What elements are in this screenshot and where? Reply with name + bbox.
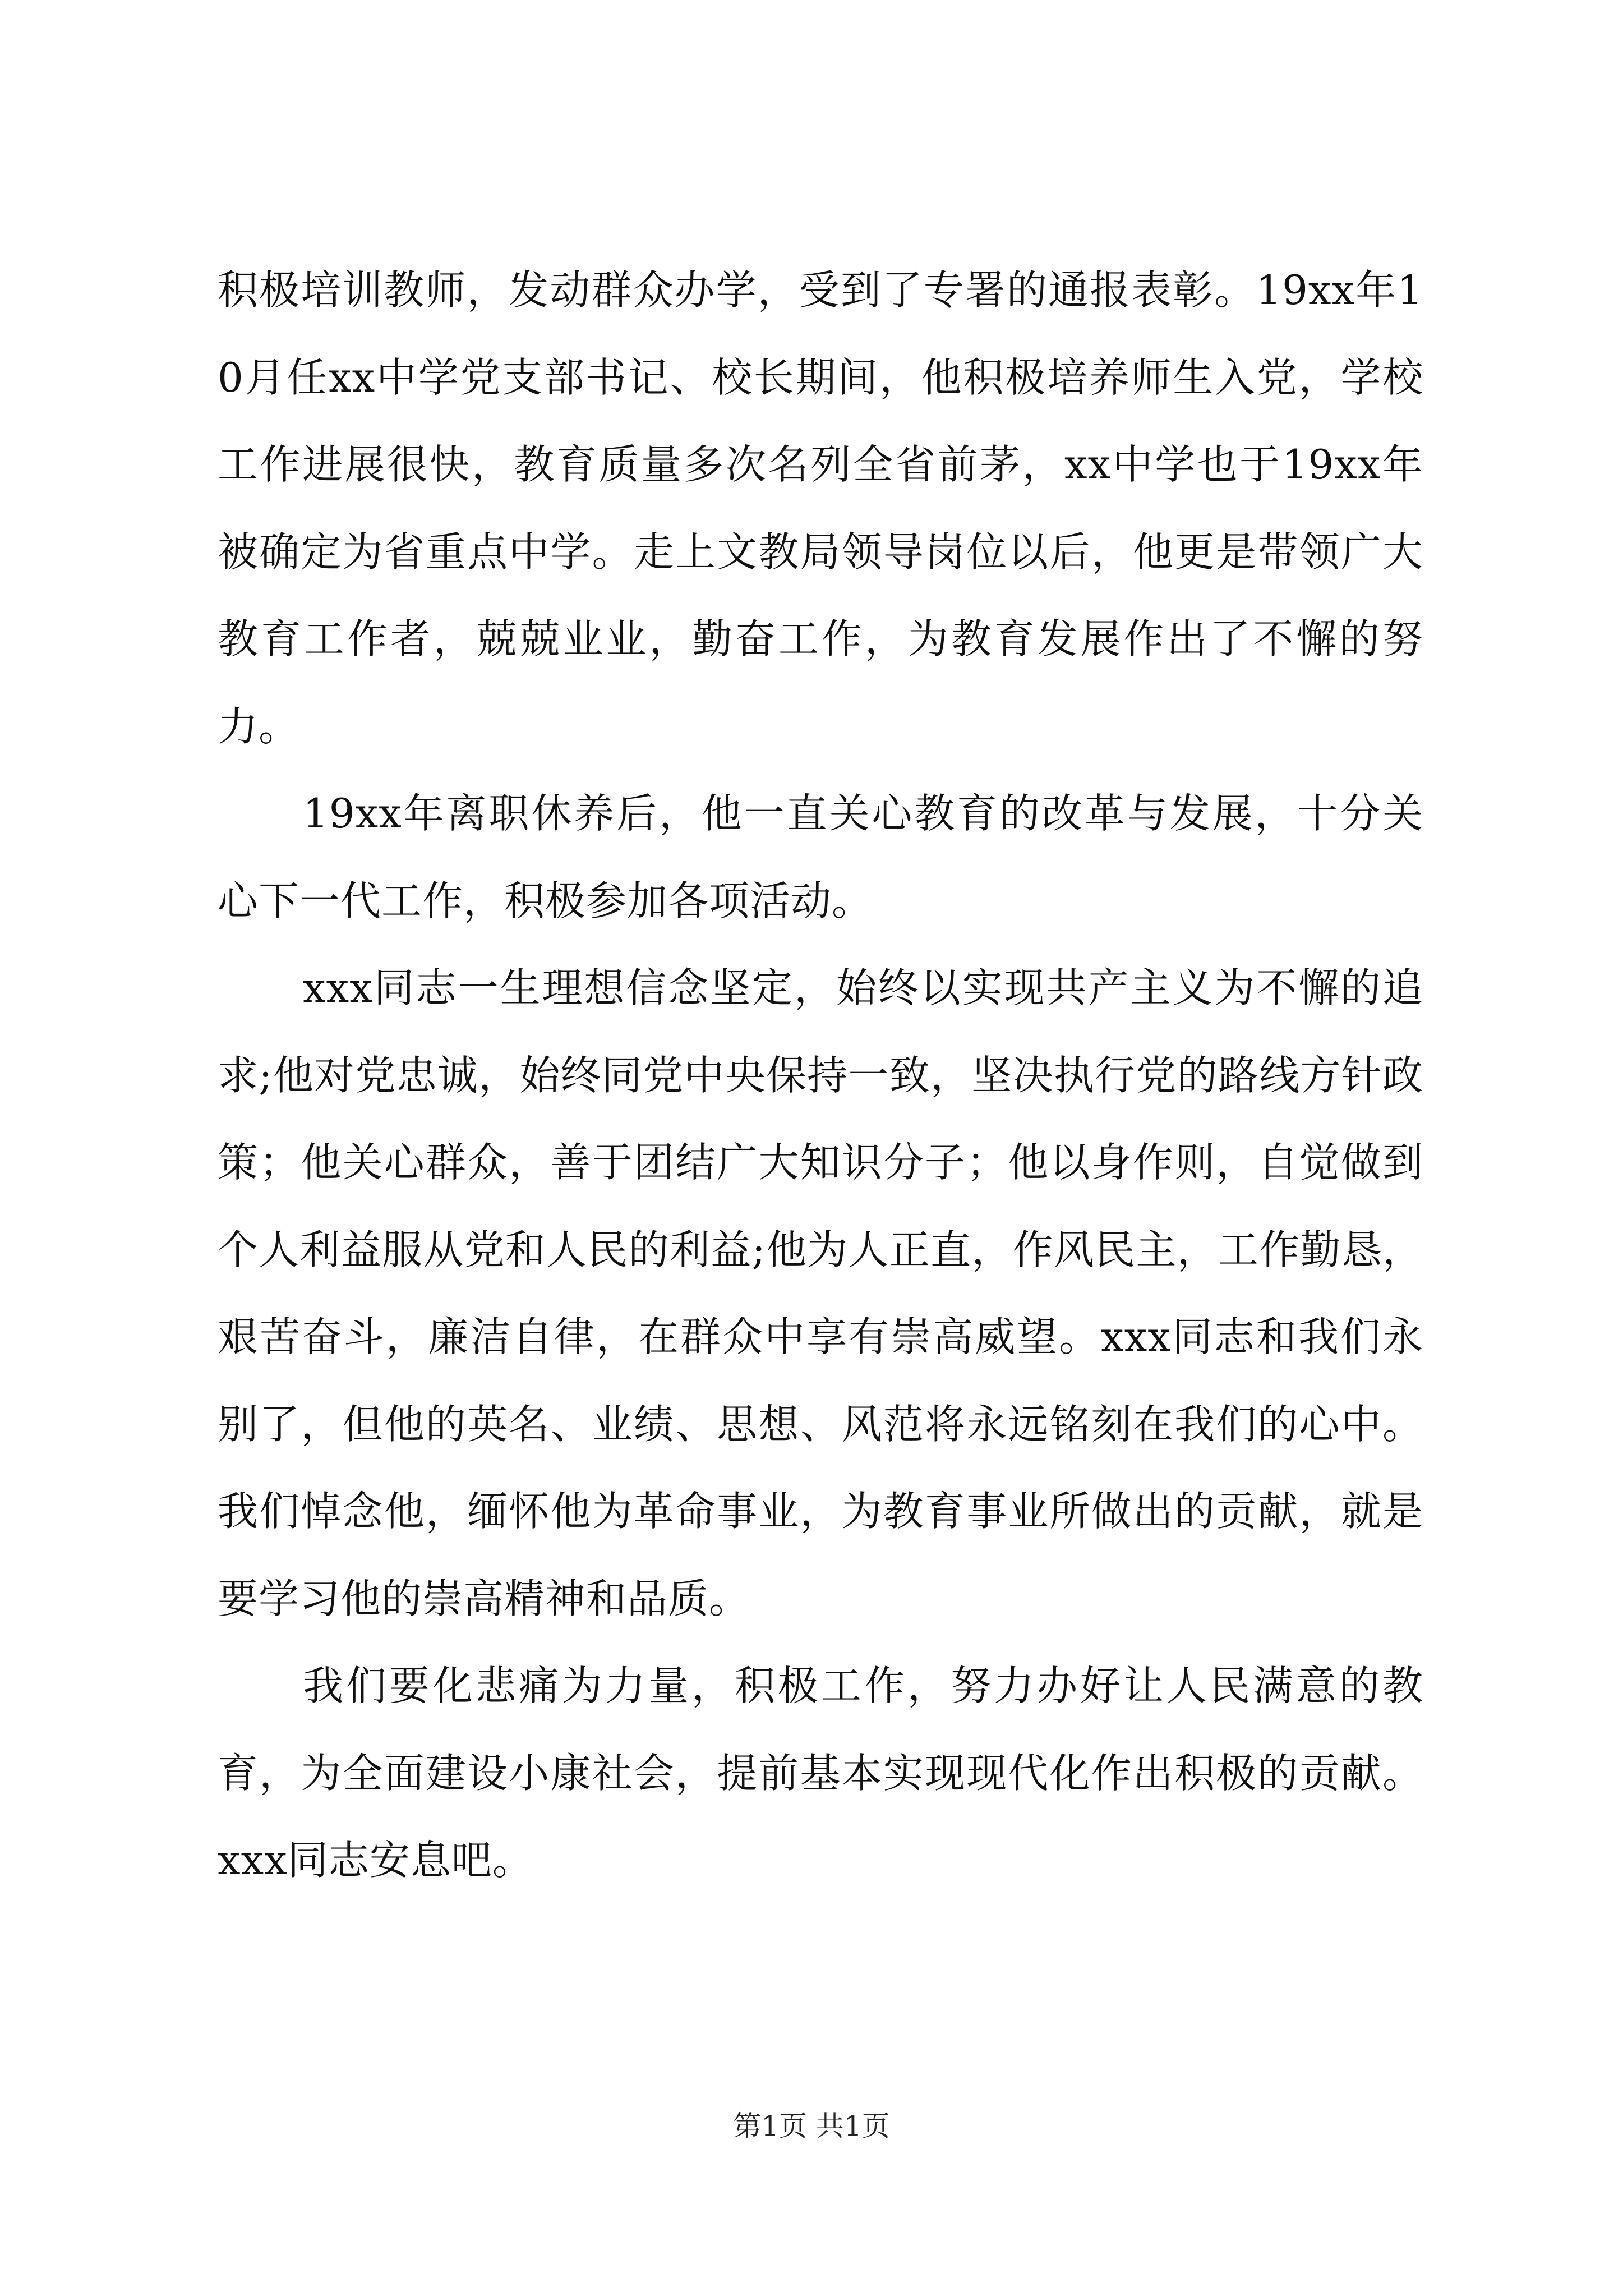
paragraph-3: xxx同志一生理想信念坚定，始终以实现共产主义为不懈的追求;他对党忠诚，始终同党中央保持一致，坚决执行党的路线方针政策；他关心群众，善于团结广大知识分子；他以身作则，自觉做到个人利益服从党和人民的利益;他为人正直，作风民主，工作勤恳，艰苦奋斗，廉洁自律，在群众中享有崇高威望。xxx同志和我们永别了，但他的英名、业绩、思想、风范将永远铭刻在我们的心中。我们悼念他，缅怀他为革命事业，为教育事业所做出的贡献，就是要学习他的崇高精神和品质。 (218, 964, 1423, 1622)
paragraph-2: 19xx年离职休养后，他一直关心教育的改革与发展，十分关心下一代工作，积极参加各项活动。 (218, 790, 1423, 924)
paragraph-4: 我们要化悲痛为力量，积极工作，努力办好让人民满意的教育，为全面建设小康社会，提前基本实现现代化作出积极的贡献。xxx同志安息吧。 (218, 1662, 1423, 1884)
page-footer: 第1页 共1页 (733, 2110, 890, 2142)
document-body (218, 247, 1423, 1904)
paragraph-1: 积极培训教师，发动群众办学，受到了专署的通报表彰。19xx年10月任xx中学党支部书记、校长期间，他积极培养师生入党，学校工作进展很快，教育质量多次名列全省前茅，xx中学也于19xx年被确定为省重点中学。走上文教局领导岗位以后，他更是带领广大教育工作者，兢兢业业，勤奋工作，为教育发展作出了不懈的努力。 (218, 266, 1423, 750)
